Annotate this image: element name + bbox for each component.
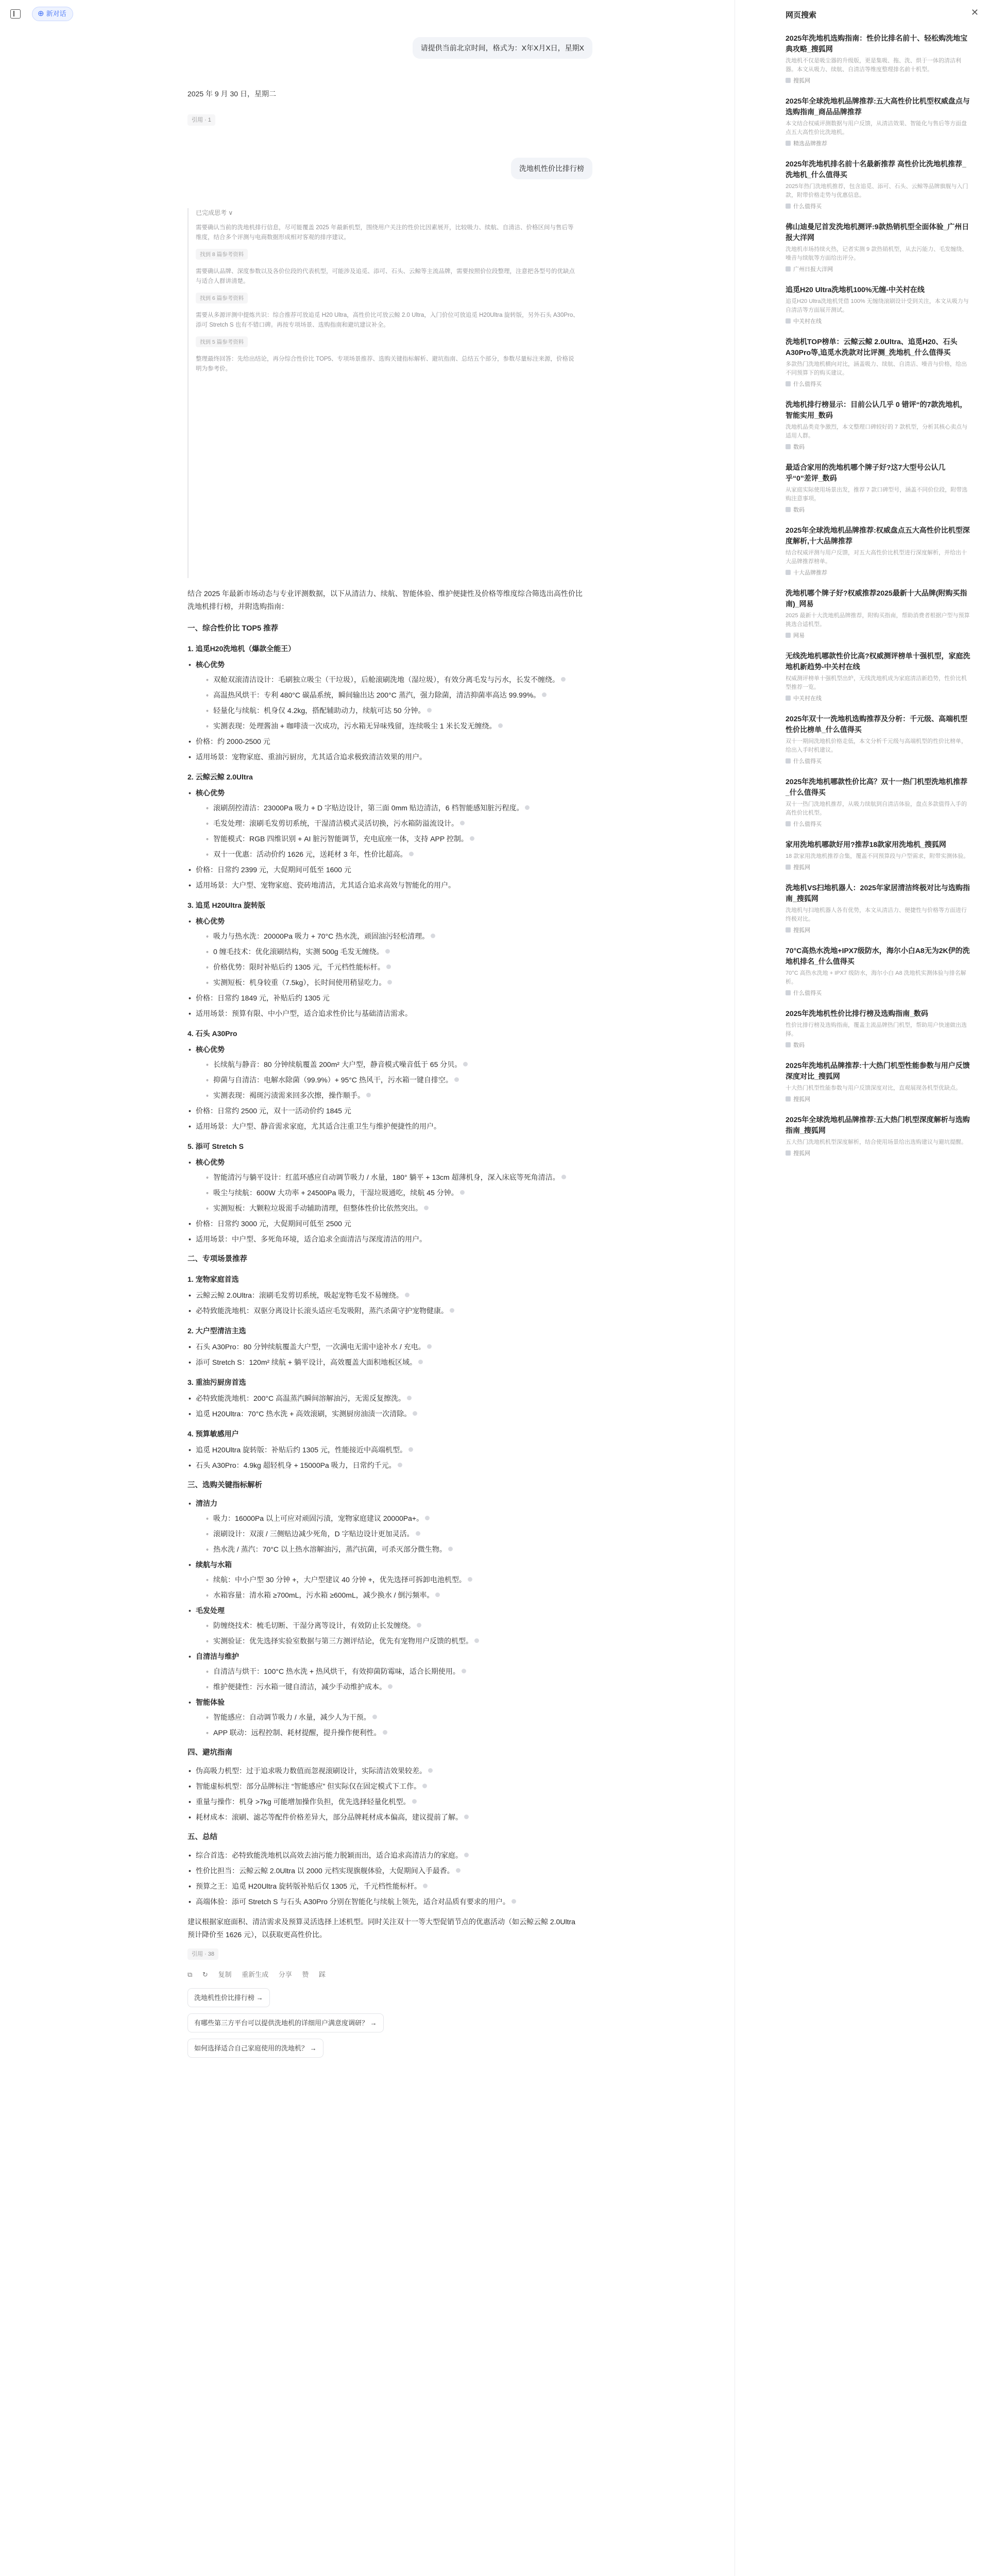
result-source: 数码: [786, 443, 971, 451]
citation-icon[interactable]: [470, 836, 474, 841]
citation-icon[interactable]: [448, 1547, 453, 1551]
list-item: • 耗材成本：滚刷、滤芯等配件价格差异大，部分品牌耗材成本偏高，建议提前了解。: [187, 1811, 584, 1824]
citation-icon[interactable]: [417, 1623, 421, 1628]
scenario-list: [187, 1289, 584, 1317]
reference-pill[interactable]: 引用 · 38: [187, 1948, 218, 1960]
section-heading: 五、总结: [187, 1833, 217, 1841]
result-source: 搜狐网: [786, 863, 971, 871]
list-item: • 云鲸云鲸 2.0Ultra：滚刷毛发剪切系统，吸起宠物毛发不易缠绕。: [187, 1289, 584, 1302]
search-result[interactable]: [786, 222, 971, 273]
model-heading: 5. 添可 Stretch S: [187, 1142, 244, 1150]
result-snippet: 多款热门洗地机横向对比，涵盖吸力、续航、自清洁、噪音与价格，给出不同预算下的购买建议。: [786, 361, 967, 376]
list-item: ◦ 吸力：16000Pa 以上可应对顽固污渍，宠物家庭建议 20000Pa+。: [205, 1512, 584, 1525]
result-snippet: 追觅H20 Ultra洗地机凭借 100% 无缠绕滚刷设计受到关注，本文从吸力与自清洁等方面展开测试。: [786, 298, 969, 313]
list-item: • 核心优势 ◦ 双舱双滚清洁设计：毛刷独立吸尘（干垃圾），后舱滚刷洗地（湿垃圾），有效分离毛发与污水，长发不缠绕。 ◦ 高温热风烘干：专利 480°C 碳晶系统，瞬间输出达 200°C 蒸汽，强力除菌，清洁抑菌率高达 99.99%。 ◦ 轻量化与续航：机身仅 4.2kg，搭配辅助动力，续航可达 50 分钟。 ◦ 实测表现：处理酱油 + 咖啡渍一次成功，污水箱无异味残留，连续吸尘 1 米长发无缠绕。: [187, 658, 584, 733]
citation-icon[interactable]: [525, 805, 530, 810]
result-snippet: 双十一期间洗地机价格走低，本文分析千元级与高端机型的性价比榜单，给出入手时机建议。: [786, 738, 967, 753]
model-heading: 4. 石头 A30Pro: [187, 1029, 237, 1038]
citation-icon[interactable]: [468, 1577, 472, 1582]
citation-icon[interactable]: [460, 821, 465, 825]
model-heading: 3. 追觅 H20Ultra 旋转版: [187, 901, 265, 909]
pitfall-list: [187, 1765, 584, 1824]
list-item: ◦ 防缠绕技术：梳毛切断、干湿分离等设计，有效防止长发缠绕。: [205, 1619, 584, 1632]
search-result[interactable]: [786, 714, 971, 765]
thinking-text: 需要确认品牌、深度参数以及各价位段的代表机型，可能涉及追觅、添可、石头、云鲸等主流品牌，需要按照价位段整理，注意把各型号的优缺点与适合人群讲清楚。: [196, 268, 575, 284]
section-heading: 一、综合性价比 TOP5 推荐: [187, 624, 279, 633]
citation-icon[interactable]: [412, 1799, 417, 1804]
copy-icon[interactable]: ⧉: [187, 1971, 193, 1978]
suggestion-chip[interactable]: 如何选择适合自己家庭使用的洗地机？ →: [187, 2039, 323, 2058]
citation-icon[interactable]: [464, 1853, 469, 1857]
result-snippet: 性价比排行榜及选购指南，覆盖主流品牌热门机型，帮助用户快速做出选择。: [786, 1022, 967, 1037]
result-snippet: 双十一热门洗地机推荐，从吸力续航到自清洁体验，盘点多款值得入手的高性价比机型。: [786, 801, 967, 816]
citation-icon[interactable]: [387, 980, 392, 985]
thumbs-down-button[interactable]: 踩: [319, 1971, 326, 1978]
list-item: • 高端体验：添可 Stretch S 与石头 A30Pro 分别在智能化与续航上领先，适合对品质有要求的用户。: [187, 1895, 584, 1908]
favicon-icon: [786, 78, 791, 83]
list-item: • 石头 A30Pro：4.9kg 超轻机身 + 15000Pa 吸力，日常约千元。: [187, 1459, 584, 1472]
list-item: • 适用场景：大户型、宠物家庭、瓷砖地清洁，尤其适合追求高效与智能化的用户。: [187, 879, 584, 892]
result-source: 什么值得买: [786, 380, 971, 388]
citation-icon[interactable]: [435, 1592, 440, 1597]
result-source: 什么值得买: [786, 989, 971, 997]
list-item: • 追觅 H20Ultra：70°C 热水洗 + 高效滚刷，实测厨房油渍一次清除。: [187, 1408, 584, 1420]
section-heading: 三、选购关键指标解析: [187, 1481, 262, 1489]
list-item: ◦ 价格优势：限时补贴后约 1305 元，千元档性能标杆。: [205, 961, 584, 974]
citation-icon[interactable]: [409, 852, 414, 856]
panel-title: 网页搜索: [786, 11, 817, 20]
citation-icon[interactable]: [398, 1463, 402, 1467]
result-source: 什么值得买: [786, 757, 971, 765]
list-item: ◦ APP 联动：远程控制、耗材提醒，提升操作便利性。: [205, 1726, 584, 1739]
scenario-heading: 3. 重油污厨房首选: [187, 1378, 246, 1386]
message-actions: [187, 1968, 584, 1981]
answer-intro: 结合 2025 年最新市场动态与专业评测数据，以下从清洁力、续航、智能体验、维护便捷性及价格等维度综合筛选出高性价比洗地机排行榜，并附选购指南：: [187, 589, 583, 611]
result-source: 搜狐网: [786, 1095, 971, 1103]
favicon-icon: [786, 1150, 791, 1156]
result-title[interactable]: 洗地机排行榜显示：目前公认几乎 0 错评“的7款洗地机，智能实用_数码: [786, 400, 967, 419]
list-item: • 必特致能洗地机：双驱分离设计长滚头适应毛发吸附，蒸汽杀菌守护宠物健康。: [187, 1304, 584, 1317]
citation-icon[interactable]: [422, 1784, 427, 1788]
list-item: • 伪高吸力机型：过于追求吸力数值而忽视滚刷设计，实际清洁效果较差。: [187, 1765, 584, 1777]
model-list: [187, 1156, 584, 1246]
thinking-header[interactable]: 已完成思考 ∨: [196, 209, 233, 216]
list-item: • 毛发处理 ◦ 防缠绕技术：梳毛切断、干湿分离等设计，有效防止长发缠绕。 ◦ 实测验证：优先选择实验室数据与第三方测评结论，优先有宠物用户反馈的机型。: [187, 1604, 584, 1648]
result-snippet: 权威测评榜单十强机型出炉，无线洗地机成为家庭清洁新趋势，性价比机型推荐一览。: [786, 675, 967, 690]
list-item: • 性价比担当：云鲸云鲸 2.0Ultra 以 2000 元档实现旗舰体验，大促期间入手最香。: [187, 1865, 584, 1877]
search-result[interactable]: [786, 96, 971, 147]
thinking-source-pill[interactable]: 找到 5 篇参考资料: [196, 336, 248, 347]
list-item: ◦ 实测表现：褐斑污渍需来回多次擦，操作顺手。: [205, 1089, 584, 1102]
citation-icon[interactable]: [428, 1768, 433, 1773]
result-source: 广州日报大洋网: [786, 265, 971, 273]
regenerate-icon[interactable]: ↻: [202, 1971, 208, 1978]
model-heading: 1. 追觅H20洗地机（爆款全能王）: [187, 645, 296, 653]
list-item: • 重量与操作：机身 >7kg 可能增加操作负担，优先选择轻量化机型。: [187, 1795, 584, 1808]
search-result[interactable]: [786, 159, 971, 210]
citation-icon[interactable]: [463, 1062, 468, 1066]
citation-icon[interactable]: [418, 1360, 423, 1364]
list-item: ◦ 0 缠毛技术：优化滚刷结构，实测 500g 毛发无缠绕。: [205, 945, 584, 958]
list-item: ◦ 双十一优惠：活动价约 1626 元，送耗材 3 年，性价比超高。: [205, 848, 584, 861]
list-item: • 价格：日常约 3000 元，大促期间可低至 2500 元: [187, 1217, 584, 1230]
list-item: • 添可 Stretch S：120m² 续航 + 躺平设计，高效覆盖大面积地板区域。: [187, 1356, 584, 1369]
section-heading: 四、避坑指南: [187, 1749, 232, 1757]
citation-icon[interactable]: [460, 1190, 465, 1195]
citation-icon[interactable]: [423, 1884, 428, 1888]
regenerate-button[interactable]: 重新生成: [242, 1971, 269, 1978]
favicon-icon: [786, 444, 791, 449]
sidebar-toggle-icon[interactable]: [10, 9, 21, 19]
citation-icon[interactable]: [431, 934, 435, 938]
citation-icon[interactable]: [427, 1344, 432, 1349]
list-item: ◦ 维护便捷性：污水箱一键自清洁，减少手动维护成本。: [205, 1681, 584, 1693]
reference-pill[interactable]: 引用 · 1: [187, 114, 215, 126]
search-result[interactable]: [786, 525, 971, 577]
suggestion-chip[interactable]: 有哪些第三方平台可以提供洗地机的详细用户满意度调研？ →: [187, 2013, 384, 2032]
result-title[interactable]: 2025年洗地机品牌推荐:十大热门机型性能参数与用户反馈深度对比_搜狐网: [786, 1061, 970, 1080]
citation-icon[interactable]: [427, 708, 432, 713]
result-snippet: 洗地机品类竞争激烈，本文整理口碑较好的 7 款机型，分析其核心卖点与适用人群。: [786, 424, 968, 439]
list-item: ◦ 毛发处理：滚刷毛发剪切系统，干湿清洁模式灵活切换，污水箱防溢流设计。: [205, 817, 584, 830]
search-result[interactable]: [786, 1114, 971, 1157]
list-item: • 适用场景：预算有限、中小户型，适合追求性价比与基础清洁需求。: [187, 1007, 584, 1020]
citation-icon[interactable]: [542, 692, 547, 697]
search-result[interactable]: [786, 883, 971, 934]
list-item: • 智能体验 ◦ 智能感应：自动调节吸力 / 水量，减少人为干预。 ◦ APP 联动：远程控制、耗材提醒，提升操作便利性。: [187, 1696, 584, 1739]
list-item: • 价格：日常约 2399 元，大促期间可低至 1600 元: [187, 863, 584, 876]
close-icon[interactable]: ✕: [970, 7, 979, 18]
assistant-date-answer: 2025 年 9 月 30 日，星期二: [187, 90, 276, 98]
citation-icon[interactable]: [383, 1730, 387, 1735]
list-item: • 追觅 H20Ultra 旋转版：补贴后约 1305 元，性能接近中高端机型。: [187, 1444, 584, 1456]
result-source: 中关村在线: [786, 694, 971, 702]
list-item: ◦ 轻量化与续航：机身仅 4.2kg，搭配辅助动力，续航可达 50 分钟。: [205, 704, 584, 717]
list-item: • 适用场景：中户型、多死角环境，适合追求全面清洁与深度清洁的用户。: [187, 1233, 584, 1246]
list-item: • 适用场景：大户型、静音需求家庭，尤其适合注重卫生与维护便捷性的用户。: [187, 1120, 584, 1133]
list-item: ◦ 双舱双滚清洁设计：毛刷独立吸尘（干垃圾），后舱滚刷洗地（湿垃圾），有效分离毛发与污水，长发不缠绕。: [205, 673, 584, 686]
favicon-icon: [786, 507, 791, 512]
search-result[interactable]: [786, 839, 971, 871]
search-result[interactable]: [786, 588, 971, 639]
result-snippet: 70°C 高热水洗地 + IPX7 级防水，海尔小白 A8 洗地机实测体验与排名解析。: [786, 970, 966, 985]
citation-icon[interactable]: [424, 1206, 429, 1210]
result-title[interactable]: 2025年洗地机性价比排行榜及选购指南_数码: [786, 1009, 928, 1018]
suggestions: [187, 1988, 584, 2058]
citation-icon[interactable]: [388, 1684, 393, 1689]
thinking-source-pill[interactable]: 找到 6 篇参考资料: [196, 293, 248, 303]
favicon-icon: [786, 1042, 791, 1047]
result-title[interactable]: 70°C高热水洗地+IPX7级防水，海尔小白A8无为2K伊的洗地机排名_什么值得买: [786, 946, 970, 965]
scenario-list: [187, 1392, 584, 1420]
result-snippet: 2025年热门洗地机推荐，包含追觅、添可、石头、云鲸等品牌旗舰与入门款，附带价格走势与优惠信息。: [786, 183, 968, 198]
list-item: • 核心优势 ◦ 滚刷刮控清洁：23000Pa 吸力 + D 字贴边设计，第三面 0mm 贴边清洁，6 档智能感知脏污程度。 ◦ 毛发处理：滚刷毛发剪切系统，干湿清洁模式灵活切换，污水箱防溢流设计。 ◦ 智能模式：RGB 四维识别 + AI 脏污智能调节，充电底座一体，支持 APP 控制。 ◦ 双十一优惠：活动价约 1626 元，送耗材 3 年，性价比超高。: [187, 787, 584, 861]
result-source: 数码: [786, 505, 971, 514]
result-source: 十大品牌推荐: [786, 568, 971, 577]
list-item: • 智能虚标机型：部分品牌标注 “智能感应” 但实际仅在固定模式下工作。: [187, 1780, 584, 1793]
result-snippet: 结合权威评测与用户反馈，对五大高性价比机型进行深度解析，并给出十大品牌推荐榜单。: [786, 550, 967, 565]
citation-icon[interactable]: [408, 1447, 413, 1452]
search-results: [786, 33, 971, 1168]
user-message: 洗地机性价比排行榜: [511, 158, 592, 179]
result-snippet: 2025 最新十大洗地机品牌推荐，附购买指南，帮助消费者根据户型与预算挑选合适机型。: [786, 613, 970, 628]
list-item: ◦ 滚刷刮控清洁：23000Pa 吸力 + D 字贴边设计，第三面 0mm 贴边清洁，6 档智能感知脏污程度。: [205, 802, 584, 815]
favicon-icon: [786, 266, 791, 272]
result-snippet: 五大热门洗地机机型深度解析，结合使用场景给出选购建议与避坑提醒。: [786, 1139, 967, 1145]
favicon-icon: [786, 821, 791, 826]
favicon-icon: [786, 865, 791, 870]
result-source: 什么值得买: [786, 202, 971, 210]
list-item: • 自清洁与维护 ◦ 自清洁与烘干：100°C 热水洗 + 热风烘干，有效抑菌防霉味，适合长期使用。 ◦ 维护便捷性：污水箱一键自清洁，减少手动维护成本。: [187, 1650, 584, 1693]
list-item: ◦ 智能清污与躺平设计：红蓝环感应自动调节吸力 / 水量，180° 躺平 + 13cm 超薄机身，深入床底等死角清洁。: [205, 1171, 584, 1184]
citation-icon[interactable]: [450, 1308, 454, 1313]
result-source: 精选品牌推荐: [786, 139, 971, 147]
list-item: ◦ 智能感应：自动调节吸力 / 水量，减少人为干预。: [205, 1711, 584, 1724]
result-title[interactable]: 2025年全球洗地机品牌推荐:权威盘点五大高性价比机型深度解析,十大品牌推荐: [786, 526, 970, 545]
scenario-list: [187, 1341, 584, 1369]
result-snippet: 十大热门机型性能参数与用户反馈深度对比，直观展现各机型优缺点。: [786, 1085, 961, 1091]
list-item: ◦ 吸力与热水洗：20000Pa 吸力 + 70°C 热水洗，顽固油污轻松清理。: [205, 930, 584, 943]
web-search-panel: [735, 0, 989, 2576]
search-result[interactable]: [786, 1060, 971, 1103]
result-source: 中关村在线: [786, 317, 971, 325]
citation-icon[interactable]: [561, 1175, 566, 1179]
search-result[interactable]: [786, 651, 971, 702]
result-source: 搜狐网: [786, 1149, 971, 1157]
result-title[interactable]: 最适合家用的洗地机哪个牌子好?这7大型号公认几乎“0”差评_数码: [786, 463, 946, 482]
model-list: [187, 915, 584, 1020]
list-item: • 核心优势 ◦ 智能清污与躺平设计：红蓝环感应自动调节吸力 / 水量，180° 躺平 + 13cm 超薄机身，深入床底等死角清洁。 ◦ 吸尘与续航：600W 大功率 + 24500Pa 吸力，干湿垃圾通吃，续航 45 分钟。 ◦ 实测短板：大颗粒垃圾需手动辅助清理，但整体性价比依然突出。: [187, 1156, 584, 1215]
favicon-icon: [786, 141, 791, 146]
result-source: 什么值得买: [786, 820, 971, 828]
thinking-text: 整理最终回答：先给出结论，再分综合性价比 TOP5、专项场景推荐、选购关键指标解析、避坑指南、总结五个部分，参数尽量标注来源，价格说明为参考价。: [196, 356, 574, 372]
list-item: • 清洁力 ◦ 吸力：16000Pa 以上可应对顽固污渍，宠物家庭建议 20000Pa+。 ◦ 滚刷设计：双滚 / 三侧贴边减少死角，D 字贴边设计更加灵活。 ◦ 热水洗 / 蒸汽：70°C 以上热水溶解油污，蒸汽抗菌，可杀灭部分微生物。: [187, 1497, 584, 1556]
thinking-text: 需要确认当前的洗地机排行信息，尽可能覆盖 2025 年最新机型，围绕用户关注的性价比因素展开，比较吸力、续航、自清洁、价格区间与售后等维度，结合多个评测与电商数据形成相对客观的排序建议。: [196, 225, 574, 241]
citation-icon[interactable]: [366, 1093, 371, 1097]
list-item: • 必特致能洗地机：200°C 高温蒸汽瞬间溶解油污，无需反复擦洗。: [187, 1392, 584, 1405]
result-snippet: 洗地机市场持续火热，记者实测 9 款热销机型，从去污能力、毛发缠绕、噪音与续航等方面给出评分。: [786, 246, 968, 261]
result-title[interactable]: 家用洗地机哪款好用?推荐18款家用洗地机_搜狐网: [786, 840, 946, 849]
scenario-heading: 4. 预算敏感用户: [187, 1430, 239, 1438]
search-result[interactable]: [786, 284, 971, 325]
model-heading: 2. 云鲸云鲸 2.0Ultra: [187, 773, 253, 781]
result-title[interactable]: 洗地机TOP榜单：云鲸云鲸 2.0Ultra、追觅H20、石头A30Pro等,追觅水洗款对比评测_洗地机_什么值得买: [786, 337, 958, 357]
thinking-source-pill[interactable]: 找到 8 篇参考资料: [196, 249, 248, 260]
section-heading: 二、专项场景推荐: [187, 1255, 247, 1263]
result-source: 网易: [786, 631, 971, 639]
list-item: ◦ 智能模式：RGB 四维识别 + AI 脏污智能调节，充电底座一体，支持 APP 控制。: [205, 833, 584, 845]
citation-icon[interactable]: [464, 1815, 469, 1819]
citation-icon[interactable]: [372, 1715, 377, 1719]
summary-list: [187, 1849, 584, 1908]
list-item: ◦ 水箱容量：清水箱 ≥700mL，污水箱 ≥600mL，减少换水 / 倒污频率。: [205, 1589, 584, 1602]
metric-list: [187, 1497, 584, 1739]
list-item: • 适用场景：宠物家庭、重油污厨房，尤其适合追求极致清洁效果的用户。: [187, 751, 584, 764]
answer-closing: 建议根据家庭面积、清洁需求及预算灵活选择上述机型。同时关注双十一等大型促销节点的优惠活动（如云鲸云鲸 2.0Ultra 预计降价至 1626 元），以获取更高性价比。: [187, 1918, 575, 1939]
citation-icon[interactable]: [386, 964, 391, 969]
thinking-text: 需要从多源评测中提炼共识：综合推荐可放追觅 H20 Ultra，高性价比可放云鲸 2.0 Ultra，入门价位可放追觅 H20Ultra 旋转版，另外石头 A30Pro、添可 Stretch S 也有不错口碑。再按专项场景、选购指南和避坑建议补全。: [196, 312, 579, 328]
favicon-icon: [786, 1096, 791, 1101]
assistant-answer: [187, 587, 584, 2064]
list-item: • 核心优势 ◦ 长续航与静音：80 分钟续航覆盖 200m² 大户型，静音模式噪音低于 65 分贝。 ◦ 抑菌与自清洁：电解水除菌（99.9%）+ 95°C 热风干，污水箱一键自排空。 ◦ 实测表现：褐斑污渍需来回多次擦，操作顺手。: [187, 1043, 584, 1102]
search-result[interactable]: [786, 33, 971, 84]
result-title[interactable]: 追觅H20 Ultra洗地机100%无缠-中关村在线: [786, 285, 925, 294]
result-title[interactable]: 2025年洗地机选购指南：性价比排名前十、轻松购洗地宝典攻略_搜狐网: [786, 34, 968, 53]
list-item: ◦ 实测短板：大颗粒垃圾需手动辅助清理，但整体性价比依然突出。: [205, 1202, 584, 1215]
result-title[interactable]: 洗地机哪个牌子好?权威推荐2025最新十大品牌(附购买指南)_网易: [786, 589, 967, 608]
citation-icon[interactable]: [405, 1293, 410, 1297]
result-title[interactable]: 2025年洗地机排名前十名最新推荐 高性价比洗地机推荐_洗地机_什么值得买: [786, 160, 966, 179]
list-item: • 核心优势 ◦ 吸力与热水洗：20000Pa 吸力 + 70°C 热水洗，顽固油污轻松清理。 ◦ 0 缠毛技术：优化滚刷结构，实测 500g 毛发无缠绕。 ◦ 价格优势：限时补贴后约 1305 元，千元档性能标杆。 ◦ 实测短板：机身较重（7.5kg），长时间使用稍显吃力。: [187, 915, 584, 989]
list-item: ◦ 续航：中小户型 30 分钟 +，大户型建议 40 分钟 +，优先选择可拆卸电池机型。: [205, 1573, 584, 1586]
result-snippet: 洗地机不仅是吸尘器的升级版，更是集吸、拖、洗、烘于一体的清洁利器。本文从吸力、续航、自清洁等维度整理排名前十机型。: [786, 58, 961, 73]
citation-icon[interactable]: [425, 1516, 430, 1520]
list-item: • 价格：约 2000-2500 元: [187, 735, 584, 748]
list-item: • 预算之王：追觅 H20Ultra 旋转版补贴后仅 1305 元，千元档性能标杆。: [187, 1880, 584, 1893]
result-title[interactable]: 无线洗地机哪款性价比高?权威测评榜单十强机型，家庭洗地机新趋势-中关村在线: [786, 652, 970, 671]
thinking-block: [187, 208, 579, 578]
list-item: • 续航与水箱 ◦ 续航：中小户型 30 分钟 +，大户型建议 40 分钟 +，优先选择可拆卸电池机型。 ◦ 水箱容量：清水箱 ≥700mL，污水箱 ≥600mL，减少换水 / 倒污频率。: [187, 1558, 584, 1602]
result-snippet: 从家庭实际使用场景出发，推荐 7 款口碑型号，涵盖不同价位段，附带选购注意事项。: [786, 487, 968, 502]
favicon-icon: [786, 381, 791, 386]
model-list: [187, 787, 584, 892]
list-item: ◦ 抑菌与自清洁：电解水除菌（99.9%）+ 95°C 热风干，污水箱一键自排空。: [205, 1074, 584, 1087]
search-result[interactable]: [786, 399, 971, 451]
result-title[interactable]: 佛山迪曼尼首发洗地机测评:9款热销机型全面体验_广州日报大洋网: [786, 223, 969, 242]
list-item: ◦ 自清洁与烘干：100°C 热水洗 + 热风烘干，有效抑菌防霉味，适合长期使用。: [205, 1665, 584, 1678]
search-result[interactable]: [786, 776, 971, 828]
citation-icon[interactable]: [462, 1669, 466, 1673]
list-item: ◦ 长续航与静音：80 分钟续航覆盖 200m² 大户型，静音模式噪音低于 65 分贝。: [205, 1058, 584, 1071]
copy-button[interactable]: 复制: [218, 1971, 232, 1978]
citation-icon[interactable]: [498, 723, 503, 728]
suggestion-chip[interactable]: 洗地机性价比排行榜 →: [187, 1988, 270, 2007]
list-item: • 价格：日常约 2500 元，双十一活动价约 1845 元: [187, 1105, 584, 1117]
favicon-icon: [786, 990, 791, 995]
citation-icon[interactable]: [416, 1531, 420, 1536]
scenario-heading: 2. 大户型清洁主选: [187, 1327, 246, 1335]
search-result[interactable]: [786, 336, 971, 388]
scenario-list: [187, 1444, 584, 1472]
citation-icon[interactable]: [454, 1077, 459, 1082]
result-title[interactable]: 洗地机VS扫地机器人：2025年家居清洁终极对比与选购指南_搜狐网: [786, 884, 970, 903]
list-item: ◦ 高温热风烘干：专利 480°C 碳晶系统，瞬间输出达 200°C 蒸汽，强力除菌，清洁抑菌率高达 99.99%。: [205, 689, 584, 702]
favicon-icon: [786, 696, 791, 701]
search-result[interactable]: [786, 945, 971, 997]
thumbs-up-button[interactable]: 赞: [302, 1971, 309, 1978]
result-title[interactable]: 2025年洗地机哪款性价比高？双十一热门机型洗地机推荐_什么值得买: [786, 777, 968, 796]
citation-icon[interactable]: [413, 1411, 417, 1416]
new-chat-button[interactable]: ⊕ 新对话: [32, 7, 73, 21]
result-title[interactable]: 2025年全球洗地机品牌推荐:五大热门机型深度解析与选购指南_搜狐网: [786, 1115, 970, 1134]
list-item: ◦ 吸尘与续航：600W 大功率 + 24500Pa 吸力，干湿垃圾通吃，续航 45 分钟。: [205, 1187, 584, 1199]
result-source: 数码: [786, 1041, 971, 1049]
list-item: ◦ 热水洗 / 蒸汽：70°C 以上热水溶解油污，蒸汽抗菌，可杀灭部分微生物。: [205, 1543, 584, 1556]
citation-icon[interactable]: [561, 677, 566, 682]
list-item: • 石头 A30Pro：80 分钟续航覆盖大户型，一次满电无需中途补水 / 充电。: [187, 1341, 584, 1353]
chat-main: [185, 0, 592, 2576]
model-list: [187, 658, 584, 764]
result-snippet: 18 款家用洗地机推荐合集，覆盖不同预算段与户型需求，附带实测体验。: [786, 853, 969, 859]
result-source: 搜狐网: [786, 926, 971, 934]
list-item: ◦ 实测表现：处理酱油 + 咖啡渍一次成功，污水箱无异味残留，连续吸尘 1 米长发无缠绕。: [205, 720, 584, 733]
result-snippet: 本文结合权威评测数据与用户反馈，从清洁效果、智能化与售后等方面盘点五大高性价比洗地机。: [786, 121, 967, 135]
user-message: 请提供当前北京时间，格式为：X年X月X日，星期X: [413, 37, 592, 59]
model-list: [187, 1043, 584, 1133]
favicon-icon: [786, 570, 791, 575]
citation-icon[interactable]: [456, 1868, 461, 1873]
share-button[interactable]: 分享: [278, 1971, 292, 1978]
plus-icon: ⊕: [38, 9, 44, 18]
citation-icon[interactable]: [474, 1638, 479, 1643]
favicon-icon: [786, 633, 791, 638]
result-snippet: 洗地机与扫地机器人各有优势，本文从清洁力、便捷性与价格等方面进行终极对比。: [786, 907, 967, 922]
favicon-icon: [786, 927, 791, 933]
list-item: ◦ 滚刷设计：双滚 / 三侧贴边减少死角，D 字贴边设计更加灵活。: [205, 1528, 584, 1540]
list-item: • 价格：日常约 1849 元，补贴后约 1305 元: [187, 992, 584, 1005]
citation-icon[interactable]: [511, 1899, 516, 1904]
list-item: • 综合首选：必特致能洗地机以高效去油污能力脱颖而出，适合追求高清洁力的家庭。: [187, 1849, 584, 1862]
favicon-icon: [786, 318, 791, 324]
result-title[interactable]: 2025年双十一洗地机选购推荐及分析：千元级、高端机型性价比榜单_什么值得买: [786, 715, 968, 734]
list-item: ◦ 实测验证：优先选择实验室数据与第三方测评结论，优先有宠物用户反馈的机型。: [205, 1635, 584, 1648]
result-title[interactable]: 2025年全球洗地机品牌推荐:五大高性价比机型权威盘点与选购指南_商品品牌推荐: [786, 97, 970, 116]
list-item: ◦ 实测短板：机身较重（7.5kg），长时间使用稍显吃力。: [205, 976, 584, 989]
citation-icon[interactable]: [407, 1396, 412, 1400]
result-source: 搜狐网: [786, 76, 971, 84]
search-result[interactable]: [786, 1008, 971, 1049]
search-result[interactable]: [786, 462, 971, 514]
scenario-heading: 1. 宠物家庭首选: [187, 1275, 239, 1283]
citation-icon[interactable]: [385, 949, 390, 954]
favicon-icon: [786, 758, 791, 764]
favicon-icon: [786, 204, 791, 209]
